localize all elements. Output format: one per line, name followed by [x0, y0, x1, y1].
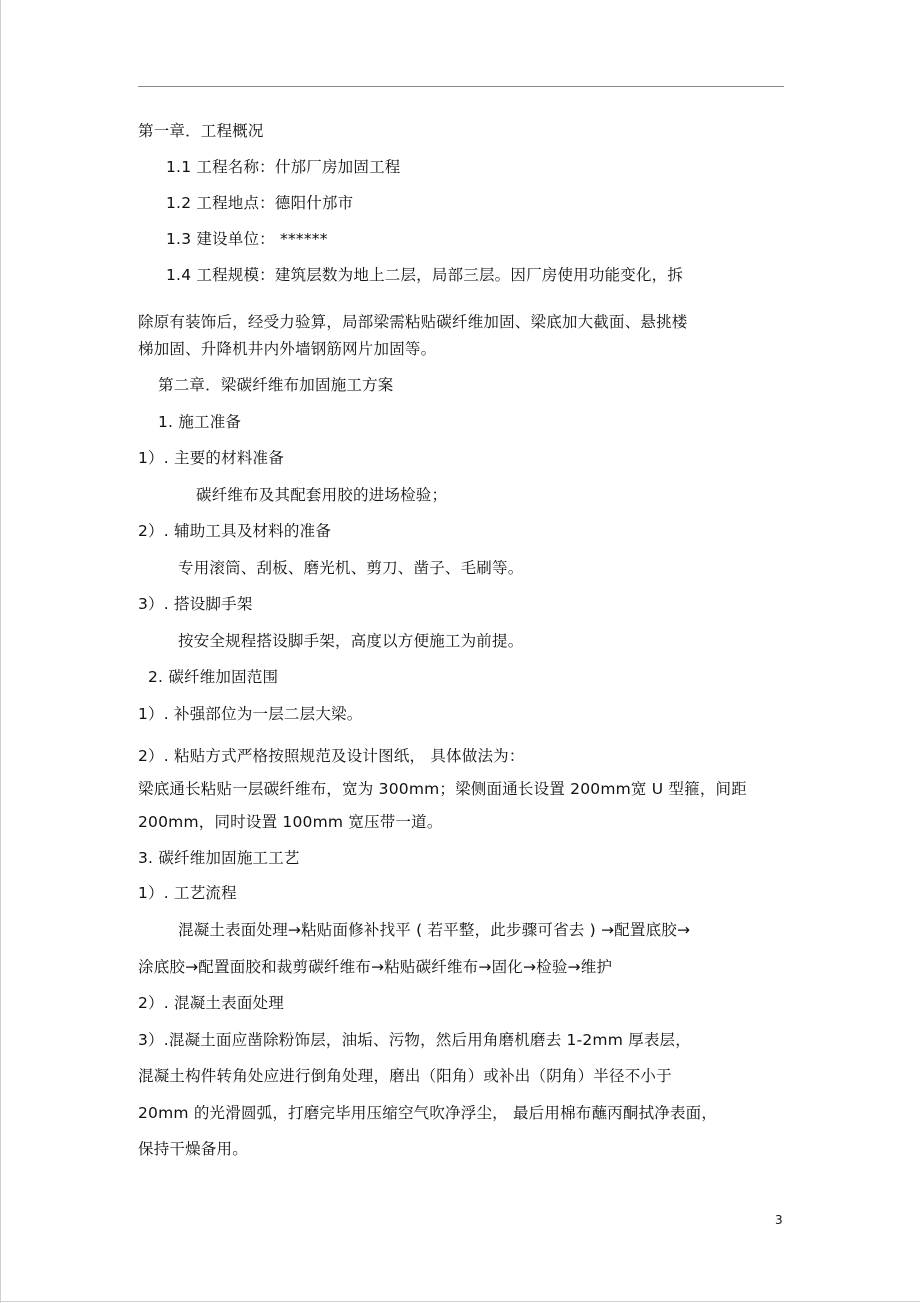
surface-treatment-line-3: 20mm 的光滑圆弧，打磨完毕用压缩空气吹净浮尘， 最后用棉布蘸丙酮拭净表面，	[138, 1104, 718, 1122]
section-3-heading: 3. 碳纤维加固施工工艺	[138, 849, 300, 867]
surface-treatment-line-4: 保持干燥备用。	[138, 1140, 248, 1158]
process-heading: 1）. 工艺流程	[138, 884, 237, 902]
page-border-bottom	[0, 1301, 920, 1302]
item-1-text: 碳纤维布及其配套用胶的进场检验；	[196, 486, 448, 504]
section-2-heading: 2. 碳纤维加固范围	[148, 668, 279, 686]
scope-item-2-line-2: 200mm，同时设置 100mm 宽压带一道。	[138, 813, 443, 831]
surface-treatment-line-1: 3）.混凝土面应凿除粉饰层，油垢、污物，然后用角磨机磨去 1-2mm 厚表层，	[138, 1031, 691, 1049]
construction-unit: 1.3 建设单位： ******	[166, 230, 328, 248]
chapter-1-title: 第一章．工程概况	[138, 122, 264, 140]
item-2-heading: 2）. 辅助工具及材料的准备	[138, 522, 332, 540]
project-scale-line-1: 1.4 工程规模：建筑层数为地上二层，局部三层。因厂房使用功能变化，拆	[166, 266, 684, 284]
process-flow-line-1: 混凝土表面处理→粘贴面修补找平 ( 若平整，此步骤可省去 ) →配置底胶→	[178, 921, 691, 939]
chapter-2-title: 第二章．梁碳纤维布加固施工方案	[158, 376, 394, 394]
page-number: 3	[775, 1213, 783, 1227]
project-scale-line-2: 除原有装饰后，经受力验算，局部梁需粘贴碳纤维加固、梁底加大截面、悬挑楼	[138, 313, 688, 331]
page-border-left	[0, 0, 1, 1303]
section-1-heading: 1. 施工准备	[158, 413, 242, 431]
item-3-text: 按安全规程搭设脚手架，高度以方便施工为前提。	[178, 632, 524, 650]
item-2-text: 专用滚筒、刮板、磨光机、剪刀、凿子、毛刷等。	[178, 559, 524, 577]
project-scale-line-3: 梯加固、升降机井内外墙钢筋网片加固等。	[138, 340, 437, 358]
project-name: 1.1 工程名称：什邡厂房加固工程	[166, 158, 401, 176]
item-3-heading: 3）. 搭设脚手架	[138, 595, 253, 613]
scope-item-2-line-1: 梁底通长粘贴一层碳纤维布，宽为 300mm；梁侧面通长设置 200mm宽 U 型箍，间距	[138, 780, 747, 798]
surface-treatment-line-2: 混凝土构件转角处应进行倒角处理，磨出（阳角）或补出（阴角）半径不小于	[138, 1067, 672, 1085]
process-flow-line-2: 涂底胶→配置面胶和裁剪碳纤维布→粘贴碳纤维布→固化→检验→维护	[138, 958, 613, 976]
scope-item-2-heading: 2）. 粘贴方式严格按照规范及设计图纸， 具体做法为：	[138, 747, 525, 765]
header-rule	[138, 86, 784, 87]
project-location: 1.2 工程地点：德阳什邡市	[166, 194, 354, 212]
scope-item-1: 1）. 补强部位为一层二层大梁。	[138, 705, 363, 723]
surface-treatment-heading: 2）. 混凝土表面处理	[138, 994, 284, 1012]
item-1-heading: 1）. 主要的材料准备	[138, 449, 284, 467]
